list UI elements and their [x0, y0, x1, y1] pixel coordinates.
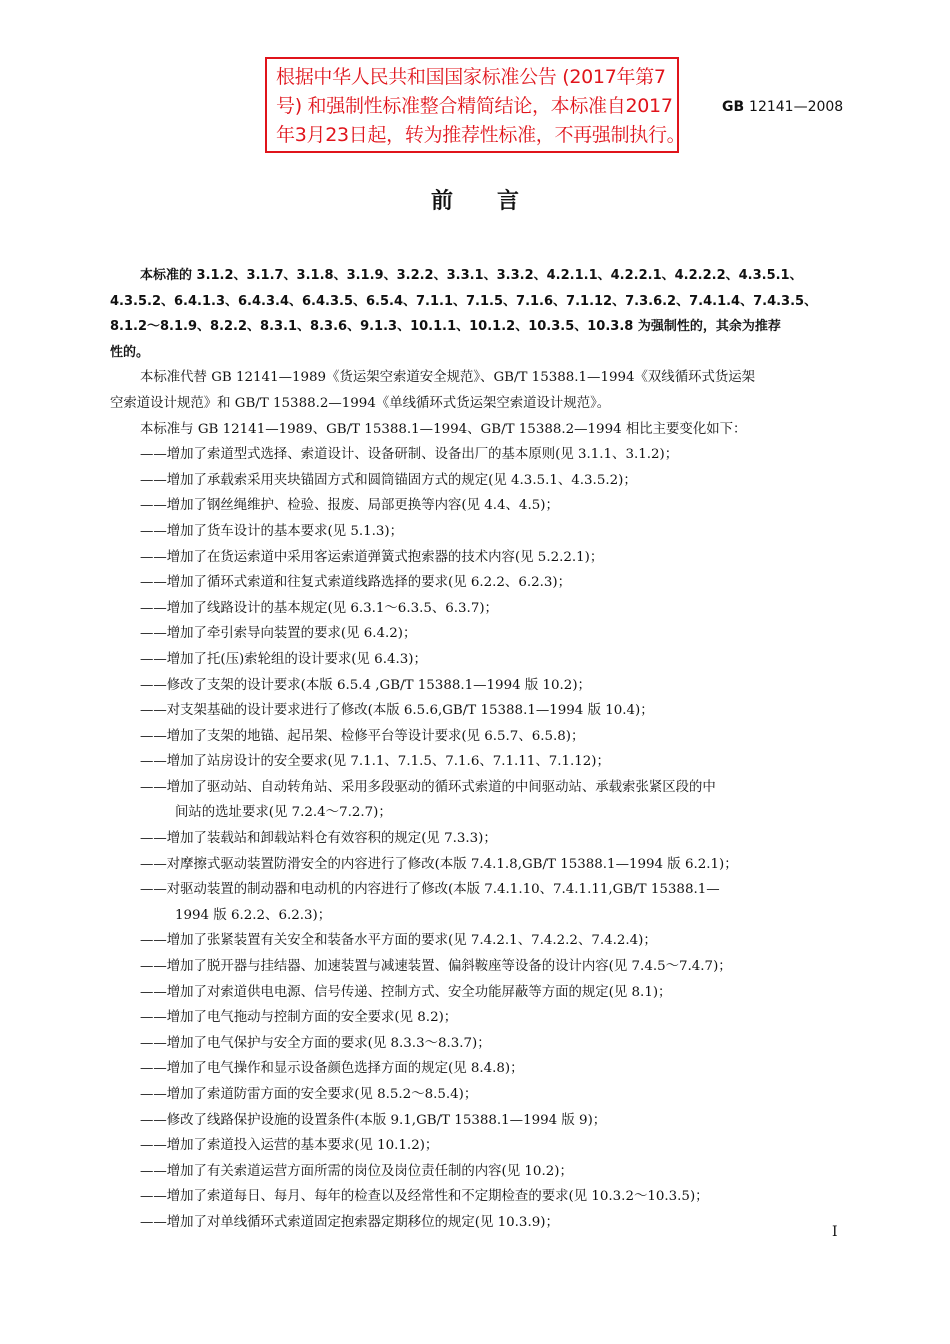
change-item-line: ——增加了装载站和卸载站料仓有效容积的规定(见 7.3.3)；: [140, 831, 497, 847]
paragraph-line: 空索道设计规范》和 GB/T 15388.2—1994《单线循环式货运架空索道设计规范》。: [110, 395, 611, 411]
change-item: [110, 775, 845, 826]
change-item: [110, 877, 845, 928]
paragraph-mandatory-clauses: [110, 263, 845, 365]
change-item: [110, 570, 845, 596]
paragraph-line: 8.1.2～8.1.9、8.2.2、8.3.1、8.3.6、9.1.3、10.1.1、10.1.2、10.3.5、10.3.8 为强制性的，其余为推荐: [110, 319, 781, 335]
page-title: 前言: [430, 189, 563, 214]
change-item: [110, 621, 845, 647]
change-item: [110, 442, 845, 468]
changes-list: [110, 442, 845, 1235]
change-item: [110, 1133, 845, 1159]
change-item-line: ——增加了站房设计的安全要求(见 7.1.1、7.1.5、7.1.6、7.1.11、7.1.12)；: [140, 754, 610, 770]
change-item-line: ——增加了对索道供电电源、信号传递、控制方式、安全功能屏蔽等方面的规定(见 8.1)；: [140, 984, 672, 1000]
notice-line: 年3月23日起，转为推荐性标准，不再强制执行。: [276, 124, 686, 146]
change-item: [110, 468, 845, 494]
change-item: [110, 1184, 845, 1210]
foreword-body: [110, 263, 845, 1236]
change-item-line: ——修改了支架的设计要求(本版 6.5.4 ,GB/T 15388.1—1994 版 10.2)；: [140, 677, 591, 693]
change-item-line: ——增加了索道投入运营的基本要求(见 10.1.2)；: [140, 1138, 439, 1154]
change-item-line: 1994 版 6.2.2、6.2.3)；: [175, 907, 332, 923]
change-item-line: ——增加了脱开器与挂结器、加速装置与减速装置、偏斜鞍座等设备的设计内容(见 7.4.5～7.4.7)；: [140, 959, 732, 975]
change-item-line: ——增加了钢丝绳维护、检验、报废、局部更换等内容(见 4.4、4.5)；: [140, 498, 559, 514]
paragraph-changes-intro: 本标准与 GB 12141—1989、GB/T 15388.1—1994、GB/T 15388.2—1994 相比主要变化如下：: [140, 421, 747, 437]
mandatory-status-notice: [265, 57, 686, 153]
change-item: [110, 647, 845, 673]
change-item: [110, 826, 845, 852]
change-item: [110, 749, 845, 775]
change-item: [110, 1108, 845, 1134]
change-item-line: ——增加了电气拖动与控制方面的安全要求(见 8.2)；: [140, 1010, 458, 1026]
change-item-line: ——对摩擦式驱动装置防滑安全的内容进行了修改(本版 7.4.1.8,GB/T 15388.1—1994 版 6.2.1)；: [140, 856, 738, 872]
change-item: [110, 493, 845, 519]
change-item: [110, 928, 845, 954]
change-item: [110, 1056, 845, 1082]
change-item-line: ——增加了有关索道运营方面所需的岗位及岗位责任制的内容(见 10.2)；: [140, 1163, 573, 1179]
change-item-line: ——增加了线路设计的基本规定(见 6.3.1～6.3.5、6.3.7)；: [140, 600, 498, 616]
standard-prefix: GB: [722, 99, 745, 115]
change-item-line: ——增加了托(压)索轮组的设计要求(见 6.4.3)；: [140, 651, 427, 667]
notice-line: 根据中华人民共和国国家标准公告 (2017年第7: [276, 66, 666, 88]
notice-line: 号) 和强制性标准整合精简结论，本标准自2017: [276, 95, 673, 117]
change-item: [110, 980, 845, 1006]
change-item-line: ——增加了索道防雷方面的安全要求(见 8.5.2～8.5.4)；: [140, 1087, 478, 1102]
change-item-line: 间站的选址要求(见 7.2.4～7.2.7)；: [175, 805, 392, 821]
standard-code: [722, 99, 843, 115]
change-item-line: ——增加了牵引索导向装置的要求(见 6.4.2)；: [140, 626, 417, 642]
paragraph-line: 本标准代替 GB 12141—1989《货运架空索道安全规范》、GB/T 15388.1—1994《双线循环式货运架: [140, 370, 756, 386]
change-item: [110, 698, 845, 724]
change-item: [110, 1082, 845, 1108]
change-item-line: ——增加了索道型式选择、索道设计、设备研制、设备出厂的基本原则(见 3.1.1、3.1.2)；: [140, 447, 679, 463]
change-item: [110, 724, 845, 750]
change-item: [110, 1210, 845, 1236]
change-item-line: ——增加了驱动站、自动转角站、采用多段驱动的循环式索道的中间驱动站、承载索张紧区段的中: [140, 779, 716, 795]
change-item-line: ——增加了承载索采用夹块锚固方式和圆筒锚固方式的规定(见 4.3.5.1、4.3.5.2)；: [140, 472, 637, 488]
change-item: [110, 545, 845, 571]
change-item: [110, 519, 845, 545]
paragraph-line: 本标准的 3.1.2、3.1.7、3.1.8、3.1.9、3.2.2、3.3.1、3.3.2、4.2.1.1、4.2.2.1、4.2.2.2、4.3.5.1、: [140, 268, 803, 283]
change-item-line: ——修改了线路保护设施的设置条件(本版 9.1,GB/T 15388.1—1994 版 9)；: [140, 1112, 607, 1128]
change-item: [110, 852, 845, 878]
change-item-line: ——增加了张紧装置有关安全和装备水平方面的要求(见 7.4.2.1、7.4.2.2、7.4.2.4)；: [140, 933, 657, 949]
change-item: [110, 1005, 845, 1031]
change-item-line: ——对驱动装置的制动器和电动机的内容进行了修改(本版 7.4.1.10、7.4.1.11,GB/T 15388.1—: [140, 882, 720, 898]
change-item-line: ——增加了货车设计的基本要求(见 5.1.3)；: [140, 523, 404, 539]
change-item-line: ——增加了电气保护与安全方面的要求(见 8.3.3～8.3.7)；: [140, 1035, 491, 1051]
paragraph-replaces: [110, 365, 845, 416]
change-item: [110, 596, 845, 622]
standard-number: 12141—2008: [749, 99, 844, 115]
change-item-line: ——增加了支架的地锚、起吊架、检修平台等设计要求(见 6.5.7、6.5.8)；: [140, 728, 585, 744]
paragraph-line: 性的。: [110, 344, 150, 360]
change-item: [110, 954, 845, 980]
change-item-line: ——对支架基础的设计要求进行了修改(本版 6.5.6,GB/T 15388.1—1994 版 10.4)；: [140, 703, 654, 719]
change-item: [110, 1031, 845, 1057]
change-item-line: ——增加了在货运索道中采用客运索道弹簧式抱索器的技术内容(见 5.2.2.1)；: [140, 549, 604, 565]
change-item-line: ——增加了循环式索道和往复式索道线路选择的要求(见 6.2.2、6.2.3)；: [140, 575, 572, 591]
change-item-line: ——增加了对单线循环式索道固定抱索器定期移位的规定(见 10.3.9)；: [140, 1214, 559, 1230]
change-item-line: ——增加了电气操作和显示设备颜色选择方面的规定(见 8.4.8)；: [140, 1061, 524, 1077]
change-item-line: ——增加了索道每日、每月、每年的检查以及经常性和不定期检查的要求(见 10.3.2～10.3.5)；: [140, 1189, 709, 1205]
paragraph-line: 4.3.5.2、6.4.1.3、6.4.3.4、6.4.3.5、6.5.4、7.1.1、7.1.5、7.1.6、7.1.12、7.3.6.2、7.4.1.4、7.4.3.5、: [110, 293, 818, 309]
page-number: I: [832, 1224, 838, 1240]
change-item: [110, 1159, 845, 1185]
change-item: [110, 673, 845, 699]
